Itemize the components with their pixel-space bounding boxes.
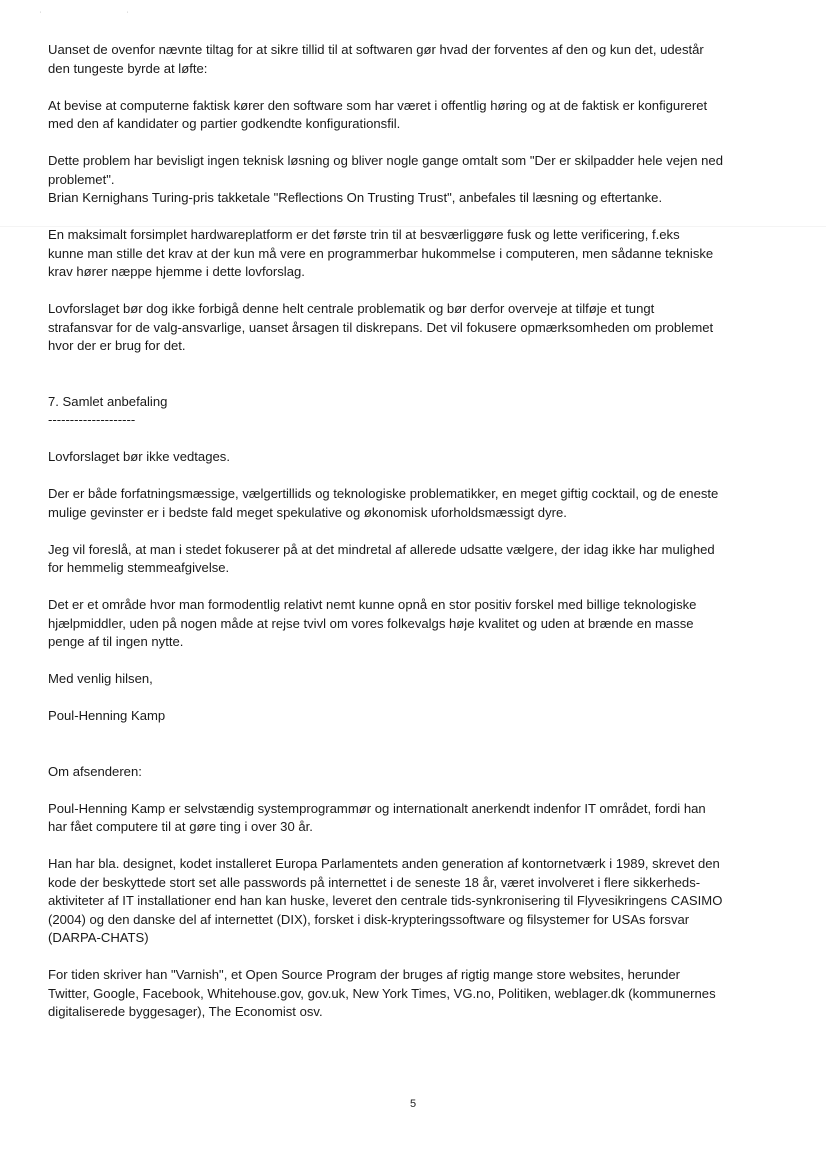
document-body (48, 41, 788, 1022)
text-line: med den af kandidater og partier godkendte konfigurationsfil. (48, 116, 401, 131)
page-number: 5 (409, 1098, 417, 1110)
paragraph (48, 226, 788, 282)
paragraph (48, 966, 788, 1022)
text-line: Uanset de ovenfor nævnte tiltag for at sikre tillid til at softwaren gør hvad der forventes af den og kun det, udestår (48, 42, 704, 57)
text-line: Poul-Henning Kamp er selvstændig systemprogrammør og internationalt anerkendt indenfor IT området, fordi han (48, 800, 706, 816)
text-line: strafansvar for de valg-ansvarlige, uanset årsagen til diskrepans. Det vil fokusere opmærksomheden om problemet (48, 319, 714, 335)
text-line: for hemmelig stemmeafgivelse. (48, 560, 230, 575)
text-line: aktiviteter af IT installationer end han kan huske, leveret den centrale tids-synkronisering til Flyvesikringens CASIMO (48, 893, 723, 908)
text-line: problemet". (48, 171, 115, 187)
text-line: kunne man stille det krav at der kun må vere en programmerbar hukommelse i computeren, men sådanne tekniske (48, 245, 714, 261)
text-line: Det er et område hvor man formodentlig relativt nemt kunne opnå en stor positiv forskel med billige teknologiske (48, 597, 697, 612)
text-line: For tiden skriver han "Varnish", et Open Source Program der bruges af rigtig mange store websites, herunder (48, 967, 681, 982)
paragraph (48, 97, 788, 134)
text-line: den tungeste byrde at løfte: (48, 60, 208, 76)
paragraph (48, 855, 788, 948)
text-line: penge af til ingen nytte. (48, 634, 184, 649)
paragraph (48, 485, 788, 522)
text-line: digitaliserede byggesager), The Economist osv. (48, 1004, 323, 1019)
text-line: Twitter, Google, Facebook, Whitehouse.gov, gov.uk, New York Times, VG.no, Politiken, weblager.dk (kommunernes (48, 985, 716, 1001)
heading-underline: -------------------- (48, 412, 136, 427)
text-line: En maksimalt forsimplet hardwareplatform er det første trin til at besværliggøre fusk og lette verificering, f.eks (48, 227, 680, 242)
paragraph (48, 800, 788, 837)
text-line: Brian Kernighans Turing-pris takketale "Reflections On Trusting Trust", anbefales til læsning og eftertanke. (48, 190, 663, 205)
text-line: (2004) og den danske del af internettet (DIX), forsket i disk-krypteringssoftware og filsystemer for USAs forsvar (48, 911, 690, 927)
text-line: har fået computere til at gøre ting i over 30 år. (48, 819, 313, 834)
heading-title: Om afsenderen: (48, 763, 142, 779)
signature-name: Poul-Henning Kamp (48, 708, 166, 723)
text-line: (DARPA-CHATS) (48, 930, 149, 945)
paragraph (48, 596, 788, 652)
closing (48, 670, 788, 689)
text-line: kode der beskyttede stort set alle passwords på internettet i de seneste 18 år, været involveret i flere sikkerheds- (48, 874, 701, 890)
signature (48, 707, 788, 726)
text-line: hvor der er brug for det. (48, 338, 186, 353)
text-line: Lovforslaget bør dog ikke forbigå denne helt centrale problematik og bør derfor overveje at tilføje et tungt (48, 301, 655, 316)
text-line: mulige gevinster er i bedste fald meget spekulative og økonomisk uforholdsmæssigt dyre. (48, 504, 567, 520)
paragraph (48, 300, 788, 356)
text-line: Der er både forfatningsmæssige, vælgertillids og teknologiske problematikker, en meget giftig cocktail, og de eneste (48, 486, 719, 501)
paragraph (48, 41, 788, 78)
text-line: Dette problem har bevisligt ingen teknisk løsning og bliver nogle gange omtalt som "Der er skilpadder hele vejen ned (48, 153, 723, 168)
section-heading (48, 763, 788, 782)
heading-title: 7. Samlet anbefaling (48, 393, 168, 409)
scan-marks: ' ' (40, 12, 170, 18)
text-line: krav hører næppe hjemme i dette lovforslag. (48, 264, 305, 279)
closing-salutation: Med venlig hilsen, (48, 671, 153, 686)
paragraph (48, 448, 788, 467)
text-line: Han har bla. designet, kodet installeret Europa Parlamentets anden generation af kontornetværk i 1989, skrevet den (48, 856, 720, 871)
text-line: hjælpmiddler, uden på nogen måde at rejse tvivl om vores folkevalgs høje kvalitet og uden at brænde en masse (48, 615, 694, 631)
paragraph (48, 541, 788, 578)
section-heading (48, 393, 788, 430)
text-line: At bevise at computerne faktisk kører den software som har været i offentlig høring og at de faktisk er konfigureret (48, 97, 708, 113)
text-line: Lovforslaget bør ikke vedtages. (48, 449, 230, 464)
paragraph (48, 152, 788, 208)
text-line: Jeg vil foreslå, at man i stedet fokuserer på at det mindretal af allerede udsatte vælgere, der idag ikke har mulighed (48, 541, 715, 557)
